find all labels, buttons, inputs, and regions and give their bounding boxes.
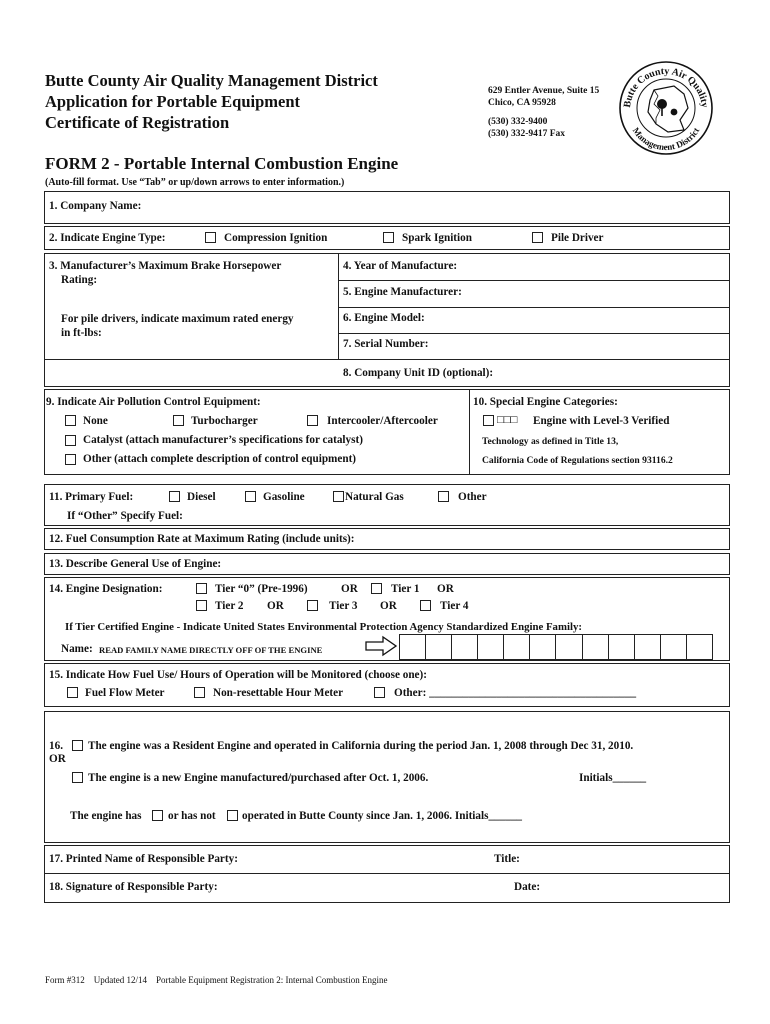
tier4-label: Tier 4: [440, 600, 469, 612]
resident-engine-block: [44, 711, 730, 843]
general-use-field[interactable]: [44, 553, 730, 575]
engine-designation-block: [44, 577, 730, 661]
other-control-label: Other (attach complete description of control equipment): [83, 453, 357, 465]
company-name-label: 1. Company Name:: [49, 200, 142, 212]
primary-fuel-row: [44, 484, 730, 526]
engine-designation-label: 14. Engine Designation:: [49, 583, 163, 595]
none-checkbox[interactable]: [65, 415, 76, 426]
natural-gas-label: Natural Gas: [345, 491, 404, 503]
printed-name-field[interactable]: 17. Printed Name of Responsible Party:: [49, 853, 238, 865]
form-footer: Form #312 Updated 12/14 Portable Equipment Registration 2: Internal Combustion Engine: [45, 975, 388, 985]
resident-engine-checkbox[interactable]: [72, 740, 83, 751]
fuel-consumption-label: 12. Fuel Consumption Rate at Maximum Rating (include units):: [49, 533, 355, 545]
family-name-input[interactable]: [399, 634, 713, 660]
agency-title-line: Certificate of Registration: [45, 113, 230, 132]
special-categories-label: 10. Special Engine Categories:: [473, 396, 618, 408]
right-arrow-icon: [365, 635, 397, 657]
tier1-checkbox[interactable]: [371, 583, 382, 594]
horsepower-label-line: Rating:: [61, 274, 98, 286]
pile-driver-note-line: in ft-lbs:: [61, 327, 102, 339]
initials-field[interactable]: Initials______: [579, 772, 647, 784]
pile-driver-energy-note: [61, 313, 294, 340]
form-instructions: (Auto-fill format. Use “Tab” or up/down arrows to enter information.): [45, 177, 345, 188]
gasoline-label: Gasoline: [263, 491, 305, 503]
turbocharger-label: Turbocharger: [191, 415, 258, 427]
year-of-manufacture-label[interactable]: 4. Year of Manufacture:: [343, 260, 458, 272]
tier3-label: Tier 3: [329, 600, 358, 612]
other-monitoring-field[interactable]: Other: _____________________________________: [394, 687, 637, 699]
seal-text-bottom: Management District: [630, 125, 702, 153]
section-16-number: 16.: [49, 740, 63, 752]
natural-gas-checkbox[interactable]: [333, 491, 344, 502]
engine-manufacturer-label[interactable]: 5. Engine Manufacturer:: [343, 286, 462, 298]
other-fuel-checkbox[interactable]: [438, 491, 449, 502]
fuel-flow-meter-label: Fuel Flow Meter: [85, 687, 165, 699]
agency-address: [488, 85, 599, 140]
spark-ignition-label: Spark Ignition: [402, 232, 472, 244]
tier2-checkbox[interactable]: [196, 600, 207, 611]
horsepower-label[interactable]: [49, 260, 281, 287]
agency-title-line: Application for Portable Equipment: [45, 92, 301, 111]
turbocharger-checkbox[interactable]: [173, 415, 184, 426]
primary-fuel-label: 11. Primary Fuel:: [49, 491, 134, 503]
pile-driver-checkbox[interactable]: [532, 232, 543, 243]
resident-engine-label: The engine was a Resident Engine and operated in California during the period Jan. 1, 2008 through Dec 31, 2010.: [88, 740, 634, 752]
signature-field[interactable]: 18. Signature of Responsible Party:: [49, 881, 218, 893]
responsible-party-block: [44, 845, 730, 903]
gasoline-checkbox[interactable]: [245, 491, 256, 502]
monitoring-method-block: [44, 663, 730, 707]
level3-verified-label: Engine with Level-3 Verified: [533, 415, 670, 427]
has-operated-label: The engine has: [70, 810, 142, 822]
intercooler-checkbox[interactable]: [307, 415, 318, 426]
tier3-checkbox[interactable]: [307, 600, 318, 611]
spark-ignition-checkbox[interactable]: [383, 232, 394, 243]
phone-number: (530) 332-9400: [488, 117, 548, 127]
family-name-label: Name:: [61, 643, 93, 655]
form-title: FORM 2 - Portable Internal Combustion Engine: [45, 154, 399, 173]
tier0-checkbox[interactable]: [196, 583, 207, 594]
diesel-checkbox[interactable]: [169, 491, 180, 502]
or-label: OR: [380, 600, 397, 612]
fuel-consumption-field[interactable]: [44, 528, 730, 550]
district-seal-icon: [618, 60, 714, 156]
serial-number-label[interactable]: 7. Serial Number:: [343, 338, 429, 350]
fuel-flow-meter-checkbox[interactable]: [67, 687, 78, 698]
diesel-label: Diesel: [187, 491, 216, 503]
or-label: OR: [437, 583, 454, 595]
level3-box-glyphs: □□□: [497, 414, 518, 426]
pile-driver-label: Pile Driver: [551, 232, 604, 244]
tier-certified-note: If Tier Certified Engine - Indicate United States Environmental Protection Agency Standardized Engine Family:: [65, 621, 582, 633]
seal-text-top: Butte County Air Quality: [622, 65, 710, 109]
horsepower-label-line: 3. Manufacturer’s Maximum Brake Horsepower: [49, 260, 282, 272]
control-equipment-block: [44, 389, 730, 475]
tier4-checkbox[interactable]: [420, 600, 431, 611]
engine-type-row: [44, 226, 730, 250]
new-engine-label: The engine is a new Engine manufactured/purchased after Oct. 1, 2006.: [88, 772, 429, 784]
agency-title-line: Butte County Air Quality Management District: [45, 71, 378, 90]
compression-ignition-checkbox[interactable]: [205, 232, 216, 243]
engine-model-label[interactable]: 6. Engine Model:: [343, 312, 425, 324]
level3-regulation-note: California Code of Regulations section 93116.2: [482, 455, 673, 466]
company-name-field[interactable]: [44, 191, 730, 224]
or-label: OR: [49, 753, 66, 765]
company-unit-id-label[interactable]: 8. Company Unit ID (optional):: [343, 367, 494, 379]
has-not-label: or has not: [168, 810, 216, 822]
hour-meter-label: Non-resettable Hour Meter: [213, 687, 344, 699]
has-operated-checkbox[interactable]: [152, 810, 163, 821]
intercooler-label: Intercooler/Aftercooler: [327, 415, 438, 427]
none-label: None: [83, 415, 108, 427]
monitoring-method-label: 15. Indicate How Fuel Use/ Hours of Operation will be Monitored (choose one):: [49, 669, 427, 681]
catalyst-label: Catalyst (attach manufacturer’s specifications for catalyst): [83, 434, 363, 446]
title-field[interactable]: Title:: [494, 853, 520, 865]
control-equipment-label: 9. Indicate Air Pollution Control Equipment:: [46, 396, 261, 408]
address-line: Chico, CA 95928: [488, 98, 556, 108]
or-label: OR: [341, 583, 358, 595]
tier2-label: Tier 2: [215, 600, 244, 612]
pile-driver-note-line: For pile drivers, indicate maximum rated energy: [61, 313, 294, 325]
hour-meter-checkbox[interactable]: [194, 687, 205, 698]
other-monitoring-checkbox[interactable]: [374, 687, 385, 698]
has-not-operated-checkbox[interactable]: [227, 810, 238, 821]
fax-number: (530) 332-9417 Fax: [488, 129, 566, 139]
other-fuel-specify-label[interactable]: If “Other” Specify Fuel:: [67, 510, 183, 522]
address-line: 629 Entler Avenue, Suite 15: [488, 86, 600, 96]
engine-type-label: 2. Indicate Engine Type:: [49, 232, 166, 244]
other-fuel-label: Other: [458, 491, 487, 503]
other-control-checkbox[interactable]: [65, 454, 76, 465]
level3-verified-checkbox[interactable]: [483, 415, 494, 426]
engine-info-block: [44, 253, 730, 387]
level3-technology-note: Technology as defined in Title 13,: [482, 436, 619, 447]
tier1-label: Tier 1: [391, 583, 420, 595]
operated-since-label: operated in Butte County since Jan. 1, 2006. Initials______: [242, 810, 523, 822]
tier0-label: Tier “0” (Pre-1996): [215, 583, 308, 595]
general-use-label: 13. Describe General Use of Engine:: [49, 558, 222, 570]
or-label: OR: [267, 600, 284, 612]
date-field[interactable]: Date:: [514, 881, 541, 893]
family-name-note: READ FAMILY NAME DIRECTLY OFF OF THE ENGINE: [99, 645, 323, 655]
new-engine-checkbox[interactable]: [72, 772, 83, 783]
compression-ignition-label: Compression Ignition: [224, 232, 328, 244]
agency-title: [45, 70, 378, 133]
catalyst-checkbox[interactable]: [65, 435, 76, 446]
